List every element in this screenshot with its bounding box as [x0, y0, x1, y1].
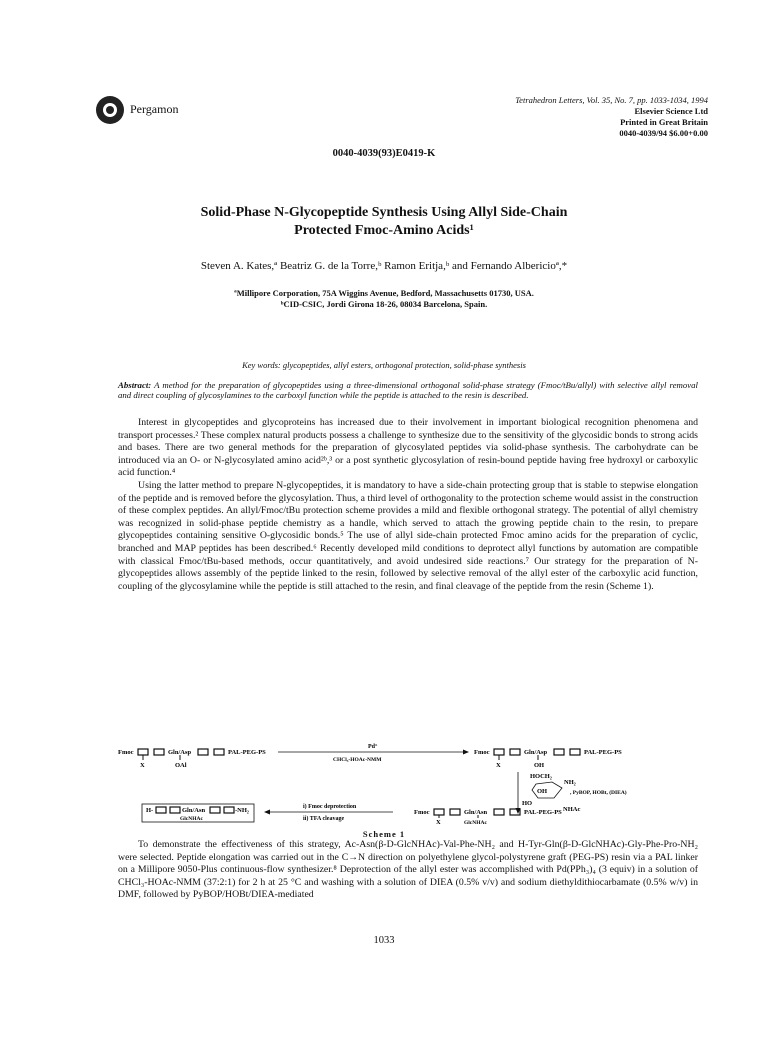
scheme-pd: Pd°: [368, 744, 378, 750]
scheme-x-2: X: [496, 762, 501, 769]
publisher-logo: [96, 96, 124, 124]
scheme-ring-oh: OH: [537, 788, 548, 795]
scheme-label: Scheme 1: [362, 829, 406, 839]
affiliation-2: ᵇCID-CSIC, Jordi Girona 18-26, 08034 Barcelona, Spain.: [280, 299, 488, 309]
scheme-fmoc-1: Fmoc: [118, 749, 134, 756]
publisher-name: Pergamon: [130, 102, 179, 116]
affiliation-1: ªMillipore Corporation, 75A Wiggins Avenue, Bedford, Massachusetts 01730, USA.: [234, 288, 534, 298]
scheme-1-diagram: [118, 744, 698, 826]
scheme-step-1: i) Fmoc deprotection: [303, 804, 357, 810]
paragraph-1: Interest in glycopeptides and glycoproteins has increased due to their involvement in important biological recognition phenomena and transport processes.² These complex natural products possess a challenge to synthesize due to the sensitivity of the glycosidic bonds to strong acids and bases. There are two general methods for the preparation of glycosylated peptides via solid-phase synthesis. The carbohydrate can be introduced via an O- or N-glycosylated amino acid²ᵇ,³ or a post synthetic glycosylation of resin-bound peptide having free hydroxyl or carboxylic acid function.⁴: [118, 417, 698, 479]
affiliations: [0, 288, 768, 310]
scheme-x-3: X: [436, 819, 441, 826]
keywords: Key words: glycopeptides, allyl esters, orthogonal protection, solid-phase synthesis: [242, 360, 526, 370]
scheme-gln-asn-1: Gln/Asn: [182, 807, 206, 814]
scheme-glcnhac-1: GlcNHAc: [180, 816, 203, 822]
abstract: [118, 380, 698, 400]
journal-printed: Printed in Great Britain: [620, 117, 708, 127]
scheme-glcnhac-2: GlcNHAc: [464, 820, 487, 826]
scheme-ho: HO: [522, 800, 533, 807]
scheme-gln-asn-2: Gln/Asn: [464, 809, 488, 816]
paragraph-2: Using the latter method to prepare N-glycopeptides, it is mandatory to have a side-chain protecting group that is stable to stepwise elongation of the peptide and is removed before the glycosylation. Thus, a third level of orthogonality to the protection scheme would assist in the construction of these complex peptides. An allyl/Fmoc/tBu protection scheme provides a mild and flexible orthogonal strategy. The potential of allyl chemistry was recognized in solid-phase peptide chemistry as a handle, which served to attach the growing peptide chain to the resin, to prepare glycopeptides containing sensitive O-glycosidic bonds.⁵ The use of allyl side-chain protected Fmoc amino acids for the preparation of cyclic, branched and MAP peptides has been described.⁶ Recently developed mild conditions to deprotect allyl functions by automation are compatible with classical Fmoc/tBu-based methods, occur quantitatively, and avoid undesired side reactions.⁷ Our strategy for the preparation of N-glycopeptides allows assembly of the peptide linked to the resin, followed by selective removal of the allyl ester of the carboxylic acid function, coupling of the glycosylamine while the peptide is still attached to the resin, and final cleavage of the peptide from the resin (Scheme 1).: [118, 479, 698, 592]
scheme-oal: OAl: [175, 762, 187, 769]
abstract-label: Abstract:: [118, 380, 152, 390]
title-line-1: Solid-Phase N-Glycopeptide Synthesis Using Allyl Side-Chain: [200, 205, 568, 220]
scheme-gln-asp-1: Gln/Asp: [168, 749, 192, 756]
scheme-fmoc-2: Fmoc: [474, 749, 490, 756]
article-title: [0, 204, 768, 240]
scheme-gln-asp-2: Gln/Asp: [524, 749, 548, 756]
scheme-fmoc-3: Fmoc: [414, 809, 430, 816]
abstract-text: A method for the preparation of glycopeptides using a three-dimensional orthogonal solid-phase strategy (Fmoc/tBu/allyl) with selective allyl removal and direct coupling of glycosylamines to the carboxyl function while the peptide is attached to the resin is described.: [118, 380, 698, 400]
scheme-hoch2: HOCH₂: [530, 773, 552, 780]
scheme-nh2-end: -NH₂: [235, 807, 249, 814]
journal-publisher: Elsevier Science Ltd: [634, 106, 708, 116]
article-code: 0040-4039(93)E0419-K: [332, 148, 436, 159]
scheme-nhac: NHAc: [563, 806, 581, 813]
page-number: 1033: [373, 935, 395, 946]
scheme-resin-3: PAL-PEG-PS: [524, 809, 562, 816]
body-continued: [118, 827, 698, 902]
journal-info: [515, 95, 708, 139]
title-line-2: Protected Fmoc-Amino Acids¹: [294, 223, 474, 238]
author-list: Steven A. Kates,ª Beatriz G. de la Torre,ᵇ Ramon Eritja,ᵇ and Fernando Albericioª,*: [200, 260, 568, 272]
journal-issn: 0040-4039/94 $6.00+0.00: [619, 128, 708, 138]
body-intro: [118, 417, 698, 593]
scheme-resin-2: PAL-PEG-PS: [584, 749, 622, 756]
journal-citation: Tetrahedron Letters, Vol. 35, No. 7, pp. 1033-1034, 1994: [515, 95, 708, 105]
scheme-resin-1: PAL-PEG-PS: [228, 749, 266, 756]
scheme-oh: OH: [534, 762, 545, 769]
paragraph-3: To demonstrate the effectiveness of this strategy, Ac-Asn(β-D-GlcNHAc)-Val-Phe-NH₂ and H-Tyr-Gln(β-D-GlcNHAc)-Gly-Phe-Pro-NH₂ were selected. Peptide elongation was carried out in the C→N direction on polyethylene glycol-polystyrene graft (PEG-PS) resin via a PAL linker on a Millipore 9050-Plus continuous-flow synthesizer.⁸ Deprotection of the allyl ester was accomplished with Pd(PPh₃)₄ (3 equiv) in a solution of CHCl₃-HOAc-NMM (37:2:1) for 2 h at 25 °C and washing with a solution of DIEA (0.5% v/v) and sodium diethyldithiocarbamate (0.5% w/v) in DMF, followed by PyBOP/HOBt/DIEA-mediated: [118, 839, 698, 901]
scheme-solvent: CHCl₃-HOAc-NMM: [333, 757, 382, 763]
scheme-step-2: ii) TFA cleavage: [303, 816, 345, 822]
scheme-nh2: NH₂: [564, 779, 576, 786]
scheme-coupling: , PyBOP, HOBt, (DIEA): [570, 790, 627, 796]
scheme-x-1: X: [140, 762, 145, 769]
scheme-h: H-: [146, 807, 154, 814]
